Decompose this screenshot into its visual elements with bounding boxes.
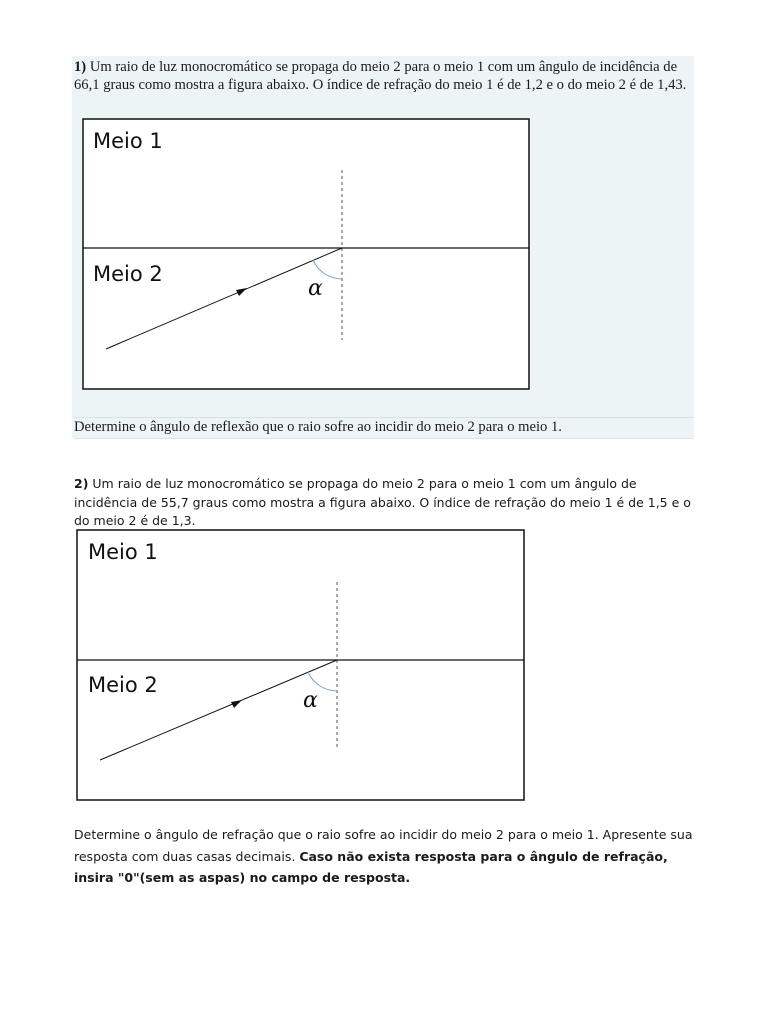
medium1-label: Meio 1 (93, 129, 163, 153)
medium2-label: Meio 2 (93, 262, 163, 286)
angle-label: α (303, 688, 318, 713)
question1-prompt: Determine o ângulo de reflexão que o raio sofre ao incidir do meio 2 para o meio 1. (74, 417, 694, 439)
medium1-label: Meio 1 (88, 540, 158, 564)
figure-frame (83, 119, 529, 389)
angle-label: α (308, 276, 323, 301)
question2-statement (74, 475, 696, 531)
figure-frame (77, 530, 524, 800)
medium2-label: Meio 2 (88, 673, 158, 697)
question2-prompt-bold: Caso não exista resposta para o ângulo de refração, insira "0"(sem as aspas) no campo de resposta. (74, 848, 668, 885)
question1-statement (74, 58, 696, 94)
question2-figure (76, 529, 526, 803)
question1-figure (82, 118, 530, 392)
question2-number: 2) (74, 476, 89, 491)
question2-prompt (74, 824, 696, 889)
question1-text: Um raio de luz monocromático se propaga do meio 2 para o meio 1 com um ângulo de incidência de 66,1 graus como mostra a figura abaixo. O índice de refração do meio 1 é de 1,2 e o do meio 2 é de 1,43. (74, 59, 687, 93)
question1-number: 1) (74, 59, 87, 75)
question2-text: Um raio de luz monocromático se propaga do meio 2 para o meio 1 com um ângulo de incidência de 55,7 graus como mostra a figura abaixo. O índice de refração do meio 1 é de 1,5 e o do meio 2 é de 1,3. (74, 476, 691, 528)
question2-prompt-text: Determine o ângulo de refração que o raio sofre ao incidir do meio 2 para o meio 1. Apresente sua resposta com duas casas decimais. (74, 827, 693, 864)
